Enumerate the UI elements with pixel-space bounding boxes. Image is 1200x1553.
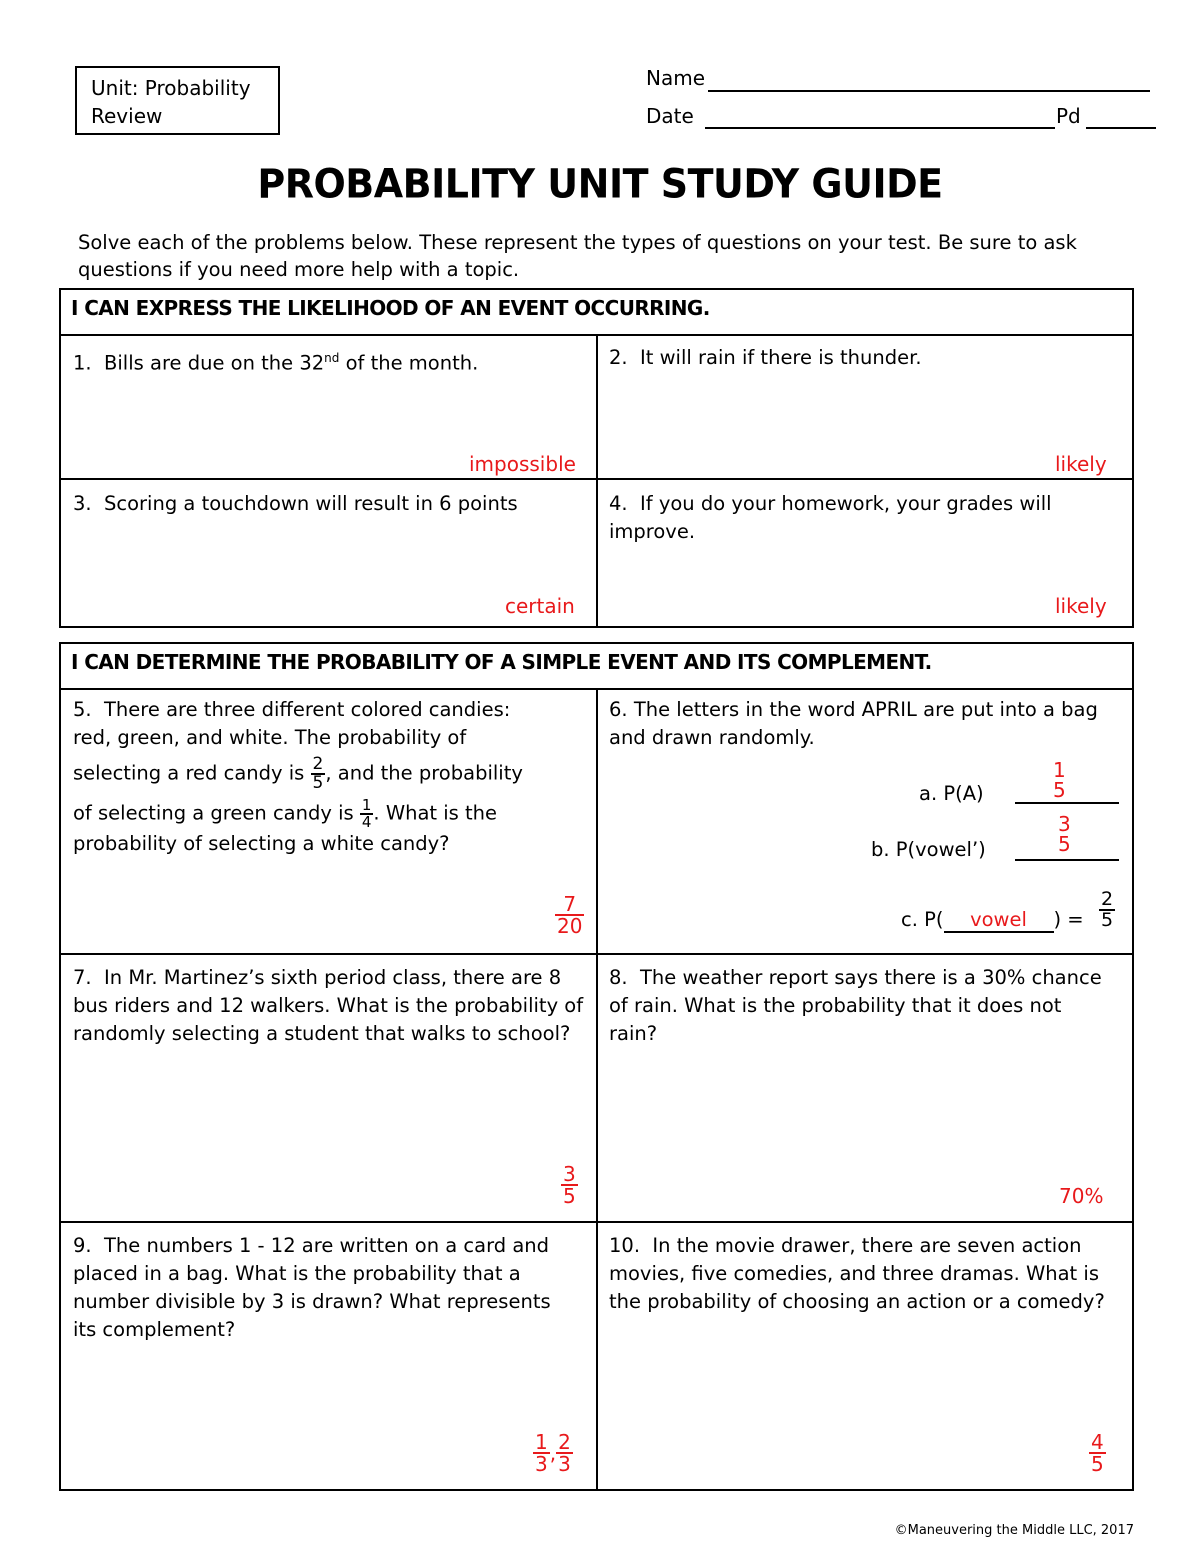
question-9: 9. The numbers 1 - 12 are written on a card and placed in a bag. What is the probability that a number divisible by 3 is drawn? What represents its complement? [73, 1234, 551, 1341]
answer-4: likely [1055, 594, 1107, 618]
row-divider [61, 1221, 1132, 1223]
question-8: 8. The weather report says there is a 30% chance of rain. What is the probability that it does not rain? [609, 966, 1102, 1045]
answer-1: impossible [469, 452, 576, 476]
instructions: Solve each of the problems below. These represent the types of questions on your test. Be sure to ask questions if you need more help with a topic. [78, 231, 1077, 281]
name-field-line[interactable] [708, 90, 1150, 92]
question-5: 5. There are three different colored candies: red, green, and white. The probability of selecting a red candy is $\frac{2}{5}$ , and the probability of selecting a green candy is $\frac{1}{4}$ . What is the probability of selecting a white candy? [73, 698, 523, 855]
answer-10: $\frac{4}{5}$ [1091, 1430, 1104, 1476]
question-10: 10. In the movie drawer, there are seven action movies, five comedies, and three dramas. What is the probability of choosing an action or a comedy? [609, 1234, 1105, 1313]
copyright: ©Maneuvering the Middle LLC, 2017 [894, 1523, 1134, 1538]
answer-3: certain [505, 594, 575, 618]
unit-box [75, 66, 280, 135]
fraction-one-fourth: $\frac{1}{4}$ [361, 796, 372, 831]
name-label: Name [646, 66, 706, 90]
answer-line-6b [1015, 859, 1119, 861]
question-4: 4. If you do your homework, your grades will improve. [609, 492, 1052, 543]
fraction-two-fifths: $\frac{2}{5}$ [312, 754, 324, 793]
question-2: 2. It will rain if there is thunder. [609, 346, 922, 369]
answer-5: $\frac{7}{20}$ [557, 892, 583, 938]
section-heading: I CAN EXPRESS THE LIKELIHOOD OF AN EVENT OCCURRING. [61, 290, 1132, 336]
period-label: Pd [1056, 104, 1081, 128]
answer-line-6a [1015, 802, 1119, 804]
date-label: Date [646, 104, 694, 128]
page-title: PROBABILITY UNIT STUDY GUIDE [257, 160, 943, 208]
answer-6c: vowel [944, 909, 1054, 933]
question-1: 1. Bills are due on the 32nd of the month. [73, 351, 479, 375]
question-6: 6. The letters in the word APRIL are put into a bag and drawn randomly. [609, 698, 1098, 749]
column-divider [596, 334, 598, 628]
question-6b-label: b. P(vowel’) [871, 838, 986, 861]
unit-subtitle: Review [91, 104, 163, 128]
row-divider [61, 953, 1132, 955]
answer-6a: 1 5 [1053, 758, 1066, 802]
question-7: 7. In Mr. Martinez’s sixth period class, there are 8 bus riders and 12 walkers. What is the probability of randomly selecting a student that walks to school? [73, 966, 584, 1045]
row-divider [61, 478, 1132, 480]
question-6c-label: c. P( vowel ) = [901, 908, 1084, 931]
fraction-6c: $\frac{2}{5}$ [1101, 888, 1114, 931]
column-divider [596, 688, 598, 1491]
answer-8: 70% [1059, 1184, 1104, 1208]
unit-label: Unit: Probability [91, 76, 251, 100]
answer-6b: 3 5 [1058, 812, 1071, 856]
period-field-line[interactable] [1086, 127, 1156, 129]
date-field-line[interactable] [705, 127, 1055, 129]
question-6a-label: a. P(A) [919, 782, 984, 805]
answer-2: likely [1055, 452, 1107, 476]
answer-7: $\frac{3}{5}$ [563, 1162, 576, 1208]
question-3: 3. Scoring a touchdown will result in 6 points [73, 492, 518, 515]
section-heading: I CAN DETERMINE THE PROBABILITY OF A SIMPLE EVENT AND ITS COMPLEMENT. [61, 644, 1132, 690]
section-likelihood [59, 288, 1134, 628]
section-simple-event [59, 642, 1134, 1491]
answer-9: $\frac{1}{3}$ , $\frac{2}{3}$ [535, 1430, 571, 1476]
